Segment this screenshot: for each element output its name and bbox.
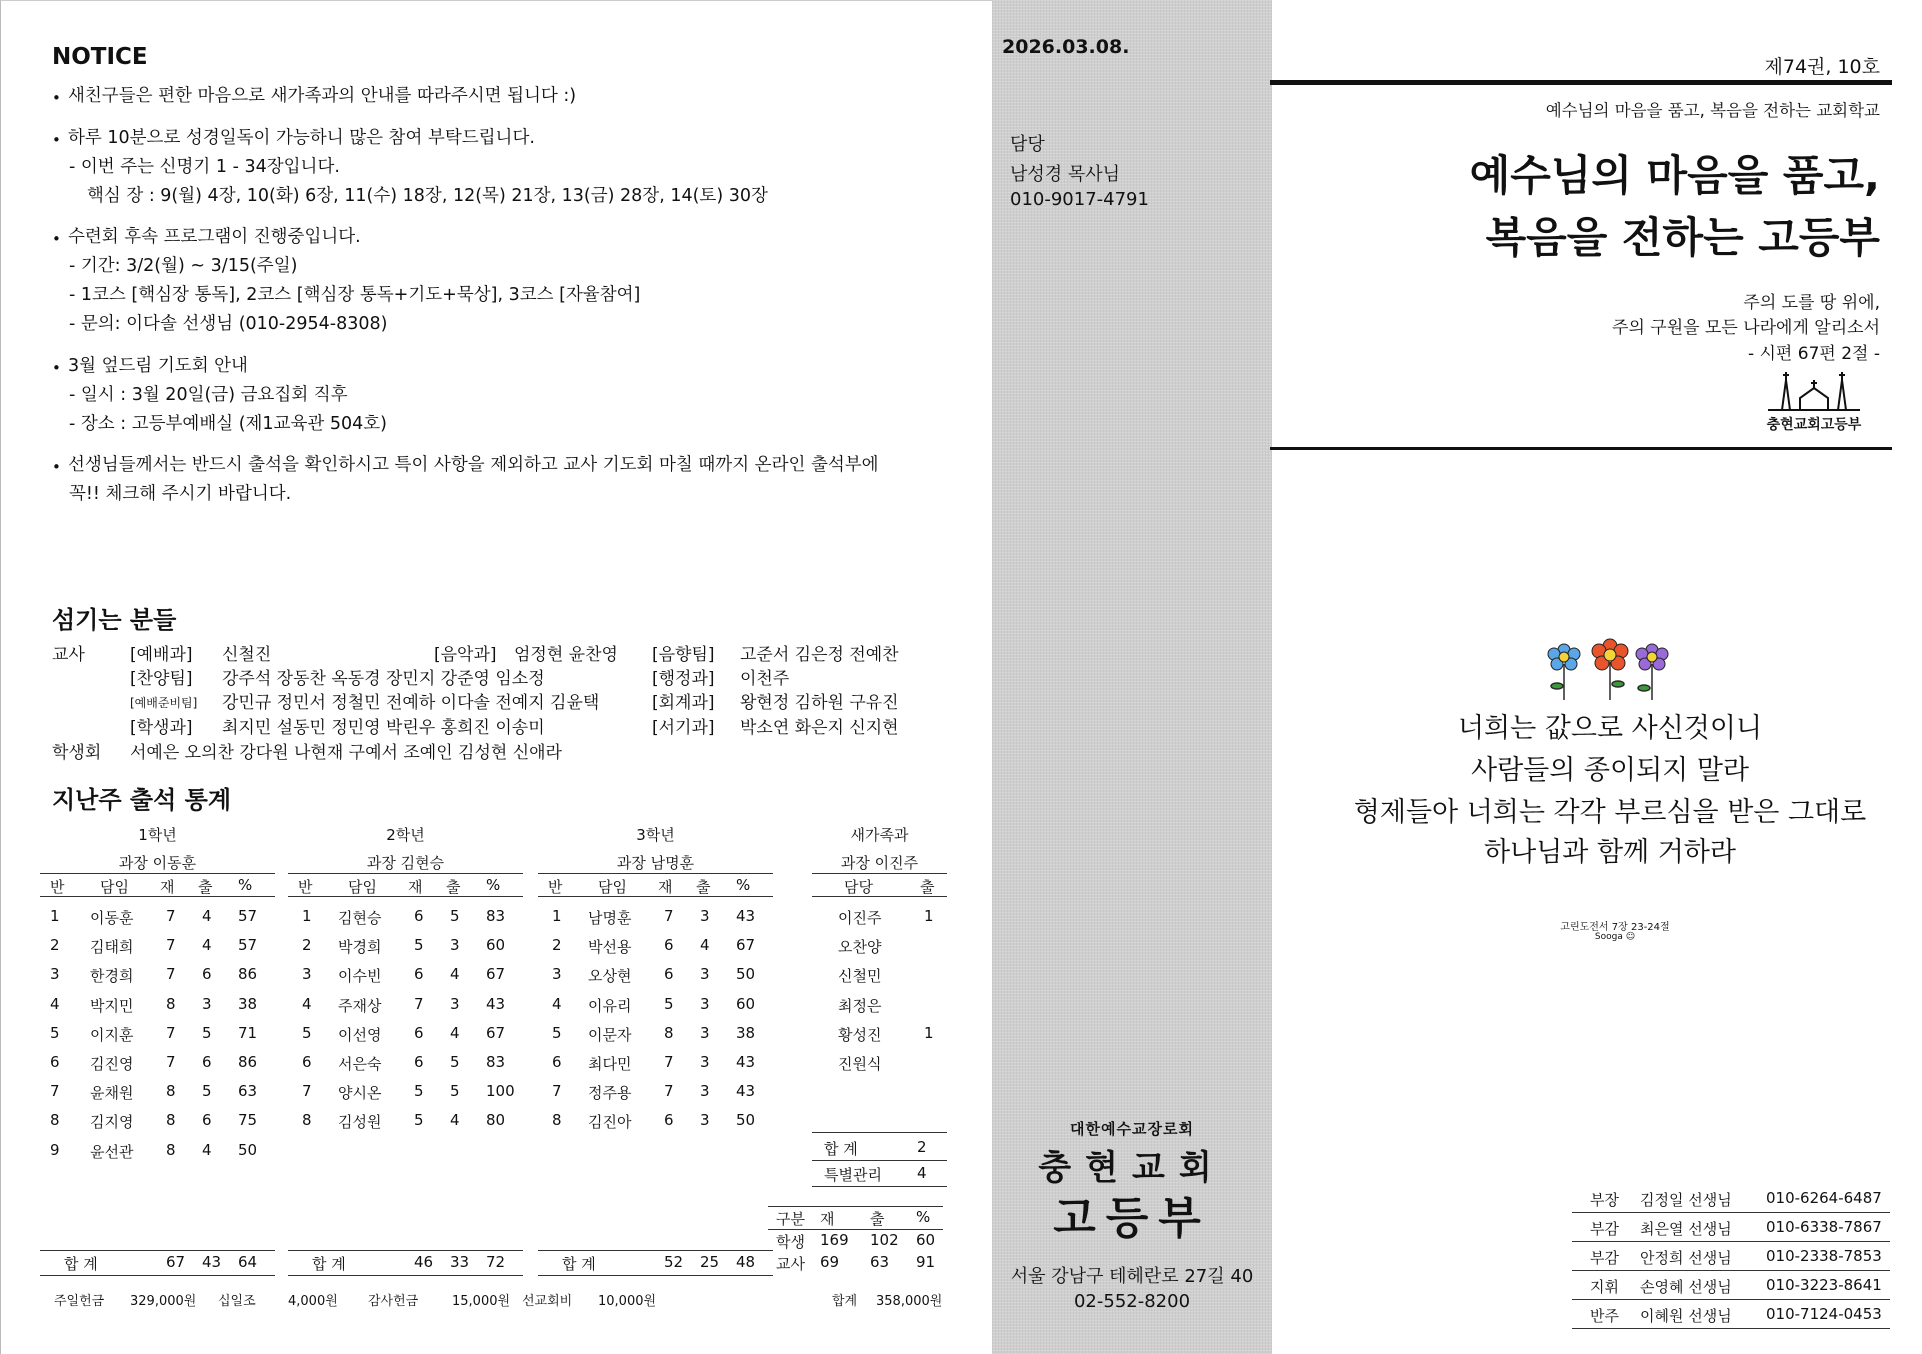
notice-item: • 수련회 후속 프로그램이 진행중입니다. - 기간: 3/2(월) ~ 3/15(주일) - 1코스 [핵심장 통독], 2코스 [핵심장 통독+기도+묵상], 3코스 [자율참여] - 문의: 이다솔 선생님 (010-2954-8308): [52, 223, 932, 339]
attendance-cell: 80: [486, 1111, 506, 1130]
attendance-cell: 6: [414, 1053, 424, 1071]
total-cell: 46: [414, 1253, 434, 1271]
attendance-cell: 8: [50, 1111, 60, 1130]
attendance-cell: 60: [736, 994, 756, 1013]
table-rule: [538, 896, 773, 897]
column-header: 담임: [100, 878, 129, 896]
summary-cell: 학생: [776, 1233, 805, 1251]
attendance-cell: 7: [166, 1053, 176, 1071]
summary-cell: 102: [870, 1231, 899, 1249]
attendance-cell: 6: [414, 907, 424, 925]
attendance-cell: 3: [700, 994, 710, 1013]
attendance-cell: 43: [736, 1053, 756, 1071]
staff-row: [1572, 1184, 1890, 1213]
total-cell: 52: [664, 1253, 684, 1271]
attendance-cell: 3: [302, 965, 312, 984]
attendance-cell: 5: [414, 936, 424, 955]
server-dept: [찬양팀]: [130, 669, 193, 689]
attendance-cell: 5: [414, 1111, 424, 1130]
attendance-cell: 8: [552, 1111, 562, 1130]
newfamily-head: 과장 이진주: [840, 854, 919, 872]
table-rule: [768, 1229, 943, 1230]
attendance-cell: 63: [238, 1082, 258, 1101]
attendance-cell: 최다민: [588, 1055, 632, 1073]
attendance-cell: 김지영: [90, 1113, 134, 1132]
calligraphy-reference: 고린도전서 7장 23-24절: [1560, 922, 1670, 933]
newfamily-cell: 이진주: [838, 909, 882, 927]
attendance-cell: 6: [202, 1053, 212, 1071]
attendance-cell: 5: [450, 1082, 460, 1101]
attendance-cell: 김태희: [90, 938, 134, 957]
attendance-cell: 6: [414, 965, 424, 984]
attendance-cell: 6: [302, 1053, 312, 1071]
attendance-cell: 김성원: [338, 1113, 382, 1132]
grade-head: 과장 김현승: [366, 854, 445, 872]
attendance-cell: 3: [700, 965, 710, 984]
attendance-cell: 5: [50, 1023, 60, 1042]
attendance-cell: 50: [736, 965, 756, 984]
attendance-cell: 5: [202, 1082, 212, 1101]
staff-phone: 010-6264-6487: [1766, 1189, 1882, 1207]
column-header: 반: [298, 878, 313, 896]
table-rule: [538, 873, 773, 874]
attendance-cell: 김진영: [90, 1055, 134, 1073]
calligraphy-line3: 형제들아 너희는 각각 부르심을 받은 그대로: [1353, 797, 1867, 828]
table-rule: [812, 1132, 947, 1133]
attendance-cell: 100: [486, 1082, 515, 1101]
total-cell: 48: [736, 1253, 756, 1271]
special-care-label: 특별관리: [824, 1166, 882, 1184]
newfamily-name: 새가족과: [850, 826, 909, 844]
server-names: 강민규 정민서 정철민 전예하 이다솔 전예지 김윤택: [222, 693, 600, 713]
church-logo-text: 충현교회고등부: [1766, 417, 1862, 433]
notice-item: • 하루 10분으로 성경일독이 가능하니 많은 참여 부탁드립니다. - 이번 주는 신명기 1 - 34장입니다. 핵심 장 : 9(월) 4장, 10(화) 6장, 11(수) 18장, 12(목) 21장, 13(금) 28장, 14(토) 30장: [52, 124, 932, 211]
dept-name: 고등부: [1053, 1193, 1211, 1244]
teacher-label: 교사: [52, 645, 85, 665]
attendance-cell: 7: [414, 994, 424, 1013]
staff-row: [1572, 1271, 1890, 1300]
table-rule: [812, 896, 947, 897]
table-rule: [40, 896, 275, 897]
attendance-cell: 83: [486, 1053, 506, 1071]
attendance-cell: 박지민: [90, 996, 134, 1015]
summary-cell: 60: [916, 1231, 936, 1249]
table-rule: [812, 1160, 947, 1161]
verse-line2: 주의 구원을 모든 나라에게 알리소서: [1612, 318, 1880, 338]
server-dept: [음향팀]: [652, 645, 715, 665]
telephone: 02-552-8200: [1073, 1291, 1191, 1312]
attendance-cell: 4: [50, 994, 60, 1013]
attendance-cell: 6: [414, 1023, 424, 1042]
bottom-rule: [1270, 447, 1892, 450]
summary-header: %: [916, 1208, 931, 1226]
attendance-cell: 43: [736, 907, 756, 925]
total-cell: 67: [166, 1253, 186, 1271]
attendance-cell: 5: [450, 1053, 460, 1071]
staff-role: 지휘: [1590, 1278, 1619, 1296]
attendance-cell: 7: [302, 1082, 312, 1101]
attendance-cell: 4: [302, 994, 312, 1013]
attendance-cell: 6: [50, 1053, 60, 1071]
table-rule: [288, 1275, 523, 1276]
newfamily-cell: 오찬양: [838, 938, 882, 957]
table-rule: [40, 1250, 275, 1251]
attendance-cell: 8: [302, 1111, 312, 1130]
attendance-cell: 2: [50, 936, 60, 955]
offering-amount: 4,000원: [288, 1294, 338, 1309]
verse-line1: 주의 도를 땅 위에,: [1743, 293, 1880, 313]
attendance-cell: 75: [238, 1111, 258, 1130]
verse-reference: - 시편 67편 2절 -: [1747, 344, 1880, 364]
column-header: 담임: [598, 878, 627, 896]
newfamily-cell: 1: [924, 907, 934, 925]
attendance-cell: 67: [736, 936, 756, 955]
staff-role: 부장: [1590, 1191, 1619, 1209]
attendance-cell: 이수빈: [338, 967, 382, 986]
attendance-cell: 한경희: [90, 967, 134, 986]
calligraphy-line4: 하나님과 함께 거하라: [1484, 837, 1736, 868]
grade-head: 과장 이동훈: [118, 854, 197, 872]
calligraphy-line2: 사람들의 종이되지 말라: [1471, 755, 1749, 786]
column-header: 재: [408, 878, 423, 896]
attendance-cell: 5: [202, 1023, 212, 1042]
summary-cell: 교사: [776, 1255, 805, 1273]
summary-header: 구분: [776, 1210, 805, 1228]
column-header: 반: [50, 878, 65, 896]
address: 서울 강남구 테헤란로 27길 40: [1010, 1266, 1254, 1287]
column-header: %: [736, 876, 751, 894]
server-dept: [예배과]: [130, 645, 193, 665]
total-cell: 합 계: [64, 1255, 98, 1273]
attendance-cell: 7: [166, 907, 176, 925]
attendance-cell: 3: [700, 1082, 710, 1101]
table-rule: [538, 1250, 773, 1251]
servers-title: 섬기는 분들: [52, 606, 177, 634]
table-rule: [40, 873, 275, 874]
student-council-names: 서예은 오의찬 강다원 나현재 구예서 조예인 김성현 신애라: [130, 743, 562, 763]
attendance-cell: 86: [238, 1053, 258, 1071]
attendance-cell: 7: [166, 936, 176, 955]
attendance-cell: 6: [664, 936, 674, 955]
server-names: 고준서 김은정 전예찬: [740, 645, 899, 665]
attendance-cell: 4: [202, 936, 212, 955]
attendance-cell: 6: [202, 1111, 212, 1130]
table-rule: [288, 873, 523, 874]
attendance-cell: 3: [700, 1111, 710, 1130]
contact-label: 담당: [1010, 134, 1045, 155]
notice-item: • 새친구들은 편한 마음으로 새가족과의 안내를 따라주시면 됩니다 :): [52, 82, 932, 111]
attendance-cell: 2: [552, 936, 562, 955]
attendance-cell: 7: [664, 1053, 674, 1071]
attendance-cell: 8: [664, 1023, 674, 1042]
table-rule: [288, 896, 523, 897]
attendance-cell: 7: [166, 1023, 176, 1042]
table-rule: [812, 873, 947, 874]
attendance-cell: 8: [166, 1082, 176, 1101]
grade-name: 1학년: [138, 826, 177, 844]
staff-role: 반주: [1590, 1307, 1619, 1325]
server-dept: [예배준비팀]: [130, 696, 198, 710]
attendance-cell: 이선영: [338, 1025, 382, 1044]
attendance-cell: 4: [202, 907, 212, 925]
summary-cell: 69: [820, 1253, 840, 1271]
column-header: 재: [658, 878, 673, 896]
offering-label: 합계: [832, 1294, 858, 1309]
attendance-cell: 7: [552, 1082, 562, 1101]
attendance-cell: 7: [166, 965, 176, 984]
notice-item: • 3월 엎드림 기도회 안내 - 일시 : 3월 20일(금) 금요집회 직후 - 장소 : 고등부예배실 (제1교육관 504호): [52, 352, 932, 439]
staff-row: [1572, 1300, 1890, 1329]
staff-phone: 010-3223-8641: [1766, 1276, 1882, 1294]
column-header: 담임: [348, 878, 377, 896]
attendance-cell: 6: [664, 965, 674, 984]
server-names: 최지민 설동민 정민영 박린우 홍희진 이송미: [222, 718, 545, 738]
attendance-cell: 3: [700, 1053, 710, 1071]
offering-label: 감사헌금: [368, 1294, 419, 1309]
attendance-cell: 4: [202, 1140, 212, 1159]
attendance-cell: 3: [552, 965, 562, 984]
total-cell: 64: [238, 1253, 258, 1271]
attendance-cell: 오상현: [588, 967, 632, 986]
special-care-count: 4: [917, 1164, 927, 1182]
table-rule: [768, 1206, 943, 1207]
cover-title-line1: 예수님의 마음을 품고,: [1469, 151, 1880, 200]
staff-row: [1572, 1213, 1890, 1242]
attendance-cell: 8: [166, 1140, 176, 1159]
newfamily-total-label: 합 계: [824, 1140, 858, 1158]
newfamily-total: 2: [917, 1138, 927, 1156]
server-dept: [음악과]: [434, 645, 497, 665]
attendance-cell: 7: [664, 907, 674, 925]
attendance-cell: 83: [486, 907, 506, 925]
staff-phone: 010-6338-7867: [1766, 1218, 1882, 1236]
column-header: 출: [446, 878, 461, 896]
attendance-cell: 5: [414, 1082, 424, 1101]
attendance-cell: 이동훈: [90, 909, 134, 927]
server-names: 신철진: [222, 645, 272, 665]
offering-amount: 10,000원: [598, 1294, 657, 1309]
server-names: 박소연 화은지 신지현: [740, 718, 899, 738]
column-header: 출: [920, 878, 935, 896]
attendance-cell: 1: [552, 907, 562, 925]
server-dept: [학생과]: [130, 718, 193, 738]
newfamily-cell: 진원식: [838, 1055, 882, 1073]
attendance-cell: 7: [664, 1082, 674, 1101]
server-names: 이천주: [740, 669, 790, 689]
newfamily-cell: 1: [924, 1023, 934, 1042]
notice-item: • 선생님들께서는 반드시 출석을 확인하시고 특이 사항을 제외하고 교사 기도회 마칠 때까지 온라인 출석부에 꼭!! 체크해 주시기 바랍니다.: [52, 451, 932, 509]
attendance-cell: 3: [202, 994, 212, 1013]
attendance-cell: 6: [202, 965, 212, 984]
attendance-cell: 3: [50, 965, 60, 984]
attendance-cell: 5: [664, 994, 674, 1013]
attendance-cell: 박경희: [338, 938, 382, 957]
column-header: 반: [548, 878, 563, 896]
pastor-name: 남성경 목사님: [1010, 164, 1121, 185]
summary-header: 출: [870, 1210, 885, 1228]
attendance-cell: 57: [238, 907, 258, 925]
cover-title-line2: 복음을 전하는 고등부: [1485, 213, 1880, 262]
calligraphy-signature: Sooga ☺: [1594, 932, 1636, 942]
attendance-cell: 38: [238, 994, 258, 1013]
calligraphy-line1: 너희는 값으로 사신것이니: [1457, 713, 1763, 744]
attendance-cell: 1: [302, 907, 312, 925]
attendance-cell: 8: [166, 1111, 176, 1130]
attendance-cell: 3: [700, 1023, 710, 1042]
attendance-title: 지난주 출석 통계: [52, 786, 231, 814]
attendance-cell: 71: [238, 1023, 258, 1042]
notice-title: NOTICE: [52, 44, 148, 70]
summary-cell: 169: [820, 1231, 849, 1249]
newfamily-cell: 신철민: [838, 967, 882, 986]
attendance-cell: 윤선관: [90, 1142, 134, 1161]
denomination: 대한예수교장로회: [1070, 1120, 1194, 1138]
attendance-cell: 양시온: [338, 1084, 382, 1103]
top-rule: [1270, 80, 1892, 85]
attendance-cell: 6: [664, 1111, 674, 1130]
staff-name: 안정희 선생님: [1640, 1249, 1732, 1267]
attendance-cell: 김현승: [338, 909, 382, 927]
staff-list: [1572, 1184, 1890, 1329]
bulletin-date: 2026.03.08.: [1002, 36, 1130, 58]
offering-amount: 329,000원: [130, 1294, 197, 1309]
grade-head: 과장 남명훈: [616, 854, 695, 872]
attendance-cell: 김진아: [588, 1113, 632, 1132]
attendance-cell: 5: [302, 1023, 312, 1042]
server-names: 강주석 장동찬 옥동경 장민지 강준영 임소정: [222, 669, 545, 689]
attendance-cell: 38: [736, 1023, 756, 1042]
attendance-cell: 4: [450, 1111, 460, 1130]
offering-label: 십일조: [218, 1294, 256, 1309]
staff-phone: 010-2338-7853: [1766, 1247, 1882, 1265]
grade-name: 3학년: [636, 826, 675, 844]
staff-name: 이혜원 선생님: [1640, 1307, 1732, 1325]
attendance-cell: 4: [700, 936, 710, 955]
column-header: 출: [696, 878, 711, 896]
attendance-cell: 43: [736, 1082, 756, 1101]
attendance-cell: 50: [238, 1140, 258, 1159]
column-header: 재: [160, 878, 175, 896]
attendance-cell: 6: [552, 1053, 562, 1071]
attendance-cell: 남명훈: [588, 909, 632, 927]
attendance-cell: 정주용: [588, 1084, 632, 1103]
attendance-cell: 이문자: [588, 1025, 632, 1044]
summary-cell: 91: [916, 1253, 936, 1271]
staff-row: [1572, 1242, 1890, 1271]
attendance-cell: 서은숙: [338, 1055, 382, 1073]
attendance-cell: 50: [736, 1111, 756, 1130]
server-dept: [행정과]: [652, 669, 715, 689]
table-rule: [40, 1275, 275, 1276]
column-header: 담당: [844, 878, 873, 896]
offering-amount: 15,000원: [452, 1294, 511, 1309]
attendance-cell: 67: [486, 965, 506, 984]
attendance-cell: 주재상: [338, 996, 382, 1015]
middle-panel: [992, 0, 1272, 1354]
attendance-cell: 윤채원: [90, 1084, 134, 1103]
attendance-cell: 43: [486, 994, 506, 1013]
total-cell: 33: [450, 1253, 470, 1271]
staff-name: 최은열 선생님: [1640, 1220, 1732, 1238]
table-rule: [538, 1275, 773, 1276]
column-header: %: [238, 876, 253, 894]
attendance-cell: 86: [238, 965, 258, 984]
attendance-cell: 박선용: [588, 938, 632, 957]
staff-name: 김정일 선생님: [1640, 1191, 1732, 1209]
attendance-cell: 5: [450, 907, 460, 925]
attendance-cell: 이지훈: [90, 1025, 134, 1044]
server-names: 엄정현 윤찬영: [514, 645, 618, 665]
issue-number: 제74권, 10호: [1764, 56, 1880, 78]
total-cell: 합 계: [312, 1255, 346, 1273]
attendance-cell: 3: [450, 994, 460, 1013]
attendance-cell: 1: [50, 907, 60, 925]
table-rule: [288, 1250, 523, 1251]
offering-label: 주일헌금: [54, 1294, 105, 1309]
church-logo-icon: [1764, 366, 1864, 414]
attendance-cell: 7: [50, 1082, 60, 1101]
pastor-phone: 010-9017-4791: [1010, 189, 1149, 210]
total-cell: 43: [202, 1253, 222, 1271]
column-header: %: [486, 876, 501, 894]
attendance-cell: 2: [302, 936, 312, 955]
flowers-icon: [1540, 636, 1680, 702]
attendance-cell: 3: [700, 907, 710, 925]
server-names: 왕현정 김하원 구유진: [740, 693, 899, 713]
staff-role: 부감: [1590, 1220, 1619, 1238]
summary-cell: 63: [870, 1253, 890, 1271]
tagline: 예수님의 마음을 품고, 복음을 전하는 교회학교: [1545, 101, 1880, 120]
total-cell: 25: [700, 1253, 720, 1271]
newfamily-cell: 황성진: [838, 1025, 882, 1044]
attendance-cell: 9: [50, 1140, 60, 1159]
attendance-cell: 3: [450, 936, 460, 955]
total-cell: 72: [486, 1253, 506, 1271]
server-dept: [회계과]: [652, 693, 715, 713]
staff-name: 손영혜 선생님: [1640, 1278, 1732, 1296]
attendance-cell: 60: [486, 936, 506, 955]
total-cell: 합 계: [562, 1255, 596, 1273]
attendance-cell: 4: [450, 965, 460, 984]
attendance-cell: 4: [552, 994, 562, 1013]
grade-name: 2학년: [386, 826, 425, 844]
attendance-cell: 4: [450, 1023, 460, 1042]
offering-label: 선교회비: [522, 1294, 573, 1309]
staff-role: 부감: [1590, 1249, 1619, 1267]
attendance-cell: 57: [238, 936, 258, 955]
server-dept: [서기과]: [652, 718, 715, 738]
offering-amount: 358,000원: [876, 1294, 943, 1309]
staff-phone: 010-7124-0453: [1766, 1305, 1882, 1323]
newfamily-cell: 최정은: [838, 996, 882, 1015]
attendance-cell: 이유리: [588, 996, 632, 1015]
church-name: 충현교회: [1038, 1148, 1226, 1188]
attendance-cell: 5: [552, 1023, 562, 1042]
column-header: 출: [198, 878, 213, 896]
student-council-label: 학생회: [52, 743, 102, 763]
summary-header: 재: [820, 1210, 835, 1228]
attendance-cell: 67: [486, 1023, 506, 1042]
attendance-cell: 8: [166, 994, 176, 1013]
table-rule: [812, 1186, 947, 1187]
